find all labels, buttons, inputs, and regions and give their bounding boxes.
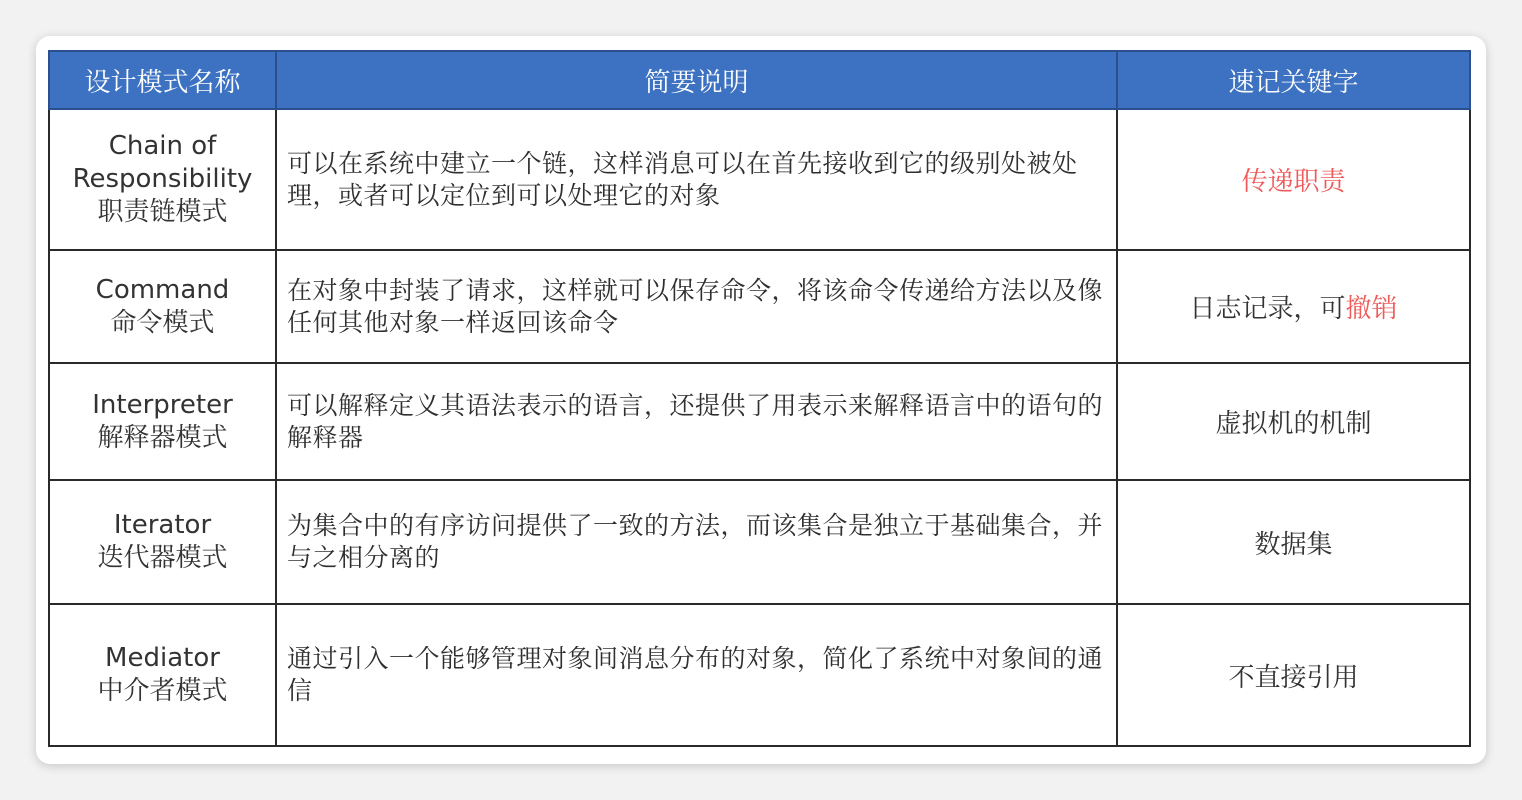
keyword-plain: 数据集 (1254, 529, 1333, 560)
table-row (49, 480, 1470, 604)
design-patterns-table (48, 50, 1471, 747)
pattern-name-cn: 解释器模式 (97, 422, 228, 453)
pattern-name-cell (49, 480, 276, 604)
table-row (49, 109, 1470, 250)
table-header-row (49, 51, 1470, 109)
pattern-description: 为集合中的有序访问提供了一致的方法，而该集合是独立于基础集合，并与之相分离的 (276, 480, 1117, 604)
keyword-plain: 日志记录，可 (1189, 294, 1346, 324)
header-keyword: 速记关键字 (1117, 51, 1470, 109)
table-row (49, 604, 1470, 746)
header-description: 简要说明 (276, 51, 1117, 109)
pattern-name-cn: 迭代器模式 (97, 543, 228, 573)
keyword-highlight: 撤销 (1345, 294, 1398, 324)
keyword-plain: 不直接引用 (1228, 662, 1359, 693)
table-card (36, 36, 1486, 764)
pattern-name-cell (49, 604, 276, 746)
pattern-description: 在对象中封装了请求，这样就可以保存命令，将该命令传递给方法以及像任何其他对象一样返回该命令 (276, 250, 1117, 363)
pattern-keyword (1117, 250, 1470, 363)
pattern-name-cn: 中介者模式 (97, 676, 228, 706)
pattern-description: 通过引入一个能够管理对象间消息分布的对象，简化了系统中对象间的通信 (276, 604, 1117, 746)
pattern-name-cell (49, 363, 276, 480)
pattern-name-cn: 命令模式 (110, 307, 215, 338)
table-row (49, 363, 1470, 480)
pattern-name-cn: 职责链模式 (97, 197, 228, 227)
table-row (49, 250, 1470, 363)
pattern-keyword (1117, 480, 1470, 604)
pattern-name-cell (49, 250, 276, 363)
pattern-keyword (1117, 363, 1470, 480)
keyword-plain: 虚拟机的机制 (1215, 409, 1372, 439)
pattern-name-cell (49, 109, 276, 250)
pattern-keyword (1117, 109, 1470, 250)
pattern-description: 可以解释定义其语法表示的语言，还提供了用表示来解释语言中的语句的解释器 (276, 363, 1117, 480)
pattern-name-en: Iterator (113, 510, 212, 540)
pattern-name-en: Mediator (105, 643, 220, 673)
keyword-highlight: 传递职责 (1241, 167, 1346, 197)
header-pattern-name: 设计模式名称 (49, 51, 276, 109)
pattern-description: 可以在系统中建立一个链，这样消息可以在首先接收到它的级别处被处理，或者可以定位到可以处理它的对象 (276, 109, 1117, 250)
pattern-name-en: Command (95, 274, 230, 305)
pattern-name-en: Interpreter (92, 389, 233, 420)
pattern-name-en: Chain of Responsibility (72, 131, 253, 194)
pattern-keyword (1117, 604, 1470, 746)
